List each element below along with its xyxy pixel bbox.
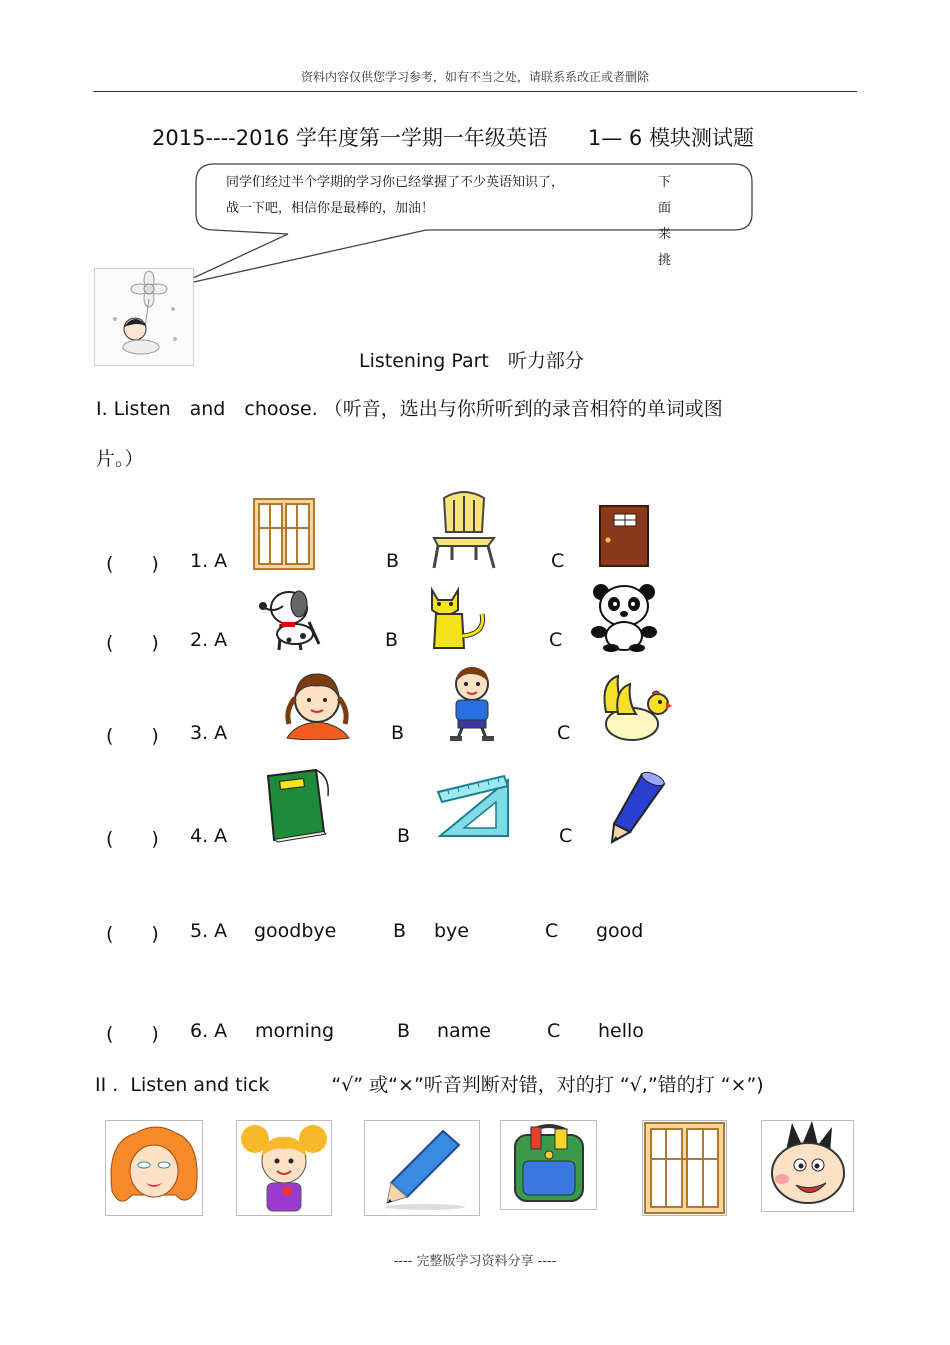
answer-blank[interactable]: ( ) (106, 725, 159, 747)
bubble-line1: 同学们经过半个学期的学习你已经掌握了不少英语知识了， (226, 175, 565, 190)
q1-number: 1. A (190, 550, 228, 572)
q5-word-b: bye (434, 920, 469, 942)
q5-option-c: C (545, 920, 559, 942)
pencil-icon (606, 770, 668, 848)
part2-rest: “√” 或“×”听音判断对错，对的打 “√,”错的打 “×”) (331, 1074, 764, 1096)
q5-option-b: B (393, 920, 407, 942)
bird-icon (596, 672, 672, 748)
panda-icon (587, 582, 661, 656)
door-icon (598, 504, 650, 572)
part2-text: Listen and tick (130, 1074, 270, 1096)
part1-heading-tail: 片。） (96, 448, 144, 470)
q4-option-b: B (397, 825, 411, 847)
part2-label: II . (95, 1074, 119, 1096)
q4-option-c: C (559, 825, 573, 847)
answer-blank[interactable]: ( ) (106, 632, 159, 654)
q2-option-b: B (385, 629, 399, 651)
q6-word-a: morning (255, 1020, 335, 1042)
q6-word-b: name (437, 1020, 491, 1042)
q4-number: 4. A (190, 825, 228, 847)
q5-word-c: good (596, 920, 644, 942)
q3-option-c: C (557, 722, 571, 744)
pencil-icon (364, 1120, 480, 1216)
cat-icon (424, 584, 490, 656)
ruler-icon (434, 772, 514, 844)
title-right: 1— 6 模块测试题 (587, 126, 754, 150)
q2-option-c: C (549, 629, 563, 651)
q5-number: 5. A (190, 920, 228, 942)
book-icon (264, 766, 334, 848)
q6-option-c: C (547, 1020, 561, 1042)
fairy-girl-flower-icon (94, 268, 194, 366)
part1-heading: Ⅰ. Listen and choose. （听音，选出与你所听到的录音相符的单词或图 (96, 398, 723, 420)
title-left: 2015----2016 学年度第一学期一年级英语 (152, 126, 548, 150)
answer-blank[interactable]: ( ) (106, 828, 159, 850)
bubble-line1-tail: 下面来挑 (658, 175, 672, 268)
header-note: 资料内容仅供您学习参考，如有不当之处，请联系系改正或者删除 (300, 70, 649, 84)
q6-word-c: hello (598, 1020, 644, 1042)
q5-word-a: goodbye (254, 920, 337, 942)
page-title (152, 122, 754, 152)
woman-face-icon (105, 1120, 203, 1216)
part2-heading (95, 1070, 764, 1097)
footer-note: ---- 完整版学习资料分享 ---- (393, 1254, 557, 1269)
q6-option-b: B (397, 1020, 411, 1042)
girl-icon (236, 1120, 332, 1216)
window-icon (642, 1120, 727, 1216)
boy-face-icon (761, 1120, 854, 1212)
bubble-line2: 战一下吧，相信你是最棒的，加油！ (226, 201, 435, 216)
q2-number: 2. A (190, 629, 228, 651)
listening-part-title: Listening Part 听力部分 (359, 350, 584, 372)
schoolbag-icon (500, 1120, 597, 1210)
boy-icon (440, 664, 504, 746)
girl-icon (279, 670, 355, 744)
header-divider (93, 91, 857, 92)
q1-option-c: C (551, 550, 565, 572)
answer-blank[interactable]: ( ) (106, 923, 159, 945)
dog-icon (253, 584, 327, 656)
chair-icon (430, 490, 498, 574)
q3-number: 3. A (190, 722, 228, 744)
answer-blank[interactable]: ( ) (106, 1023, 159, 1045)
window-icon (253, 498, 315, 574)
q3-option-b: B (391, 722, 405, 744)
answer-blank[interactable]: ( ) (106, 553, 159, 575)
bubble-text (226, 170, 672, 268)
q6-number: 6. A (190, 1020, 228, 1042)
q1-option-b: B (386, 550, 400, 572)
